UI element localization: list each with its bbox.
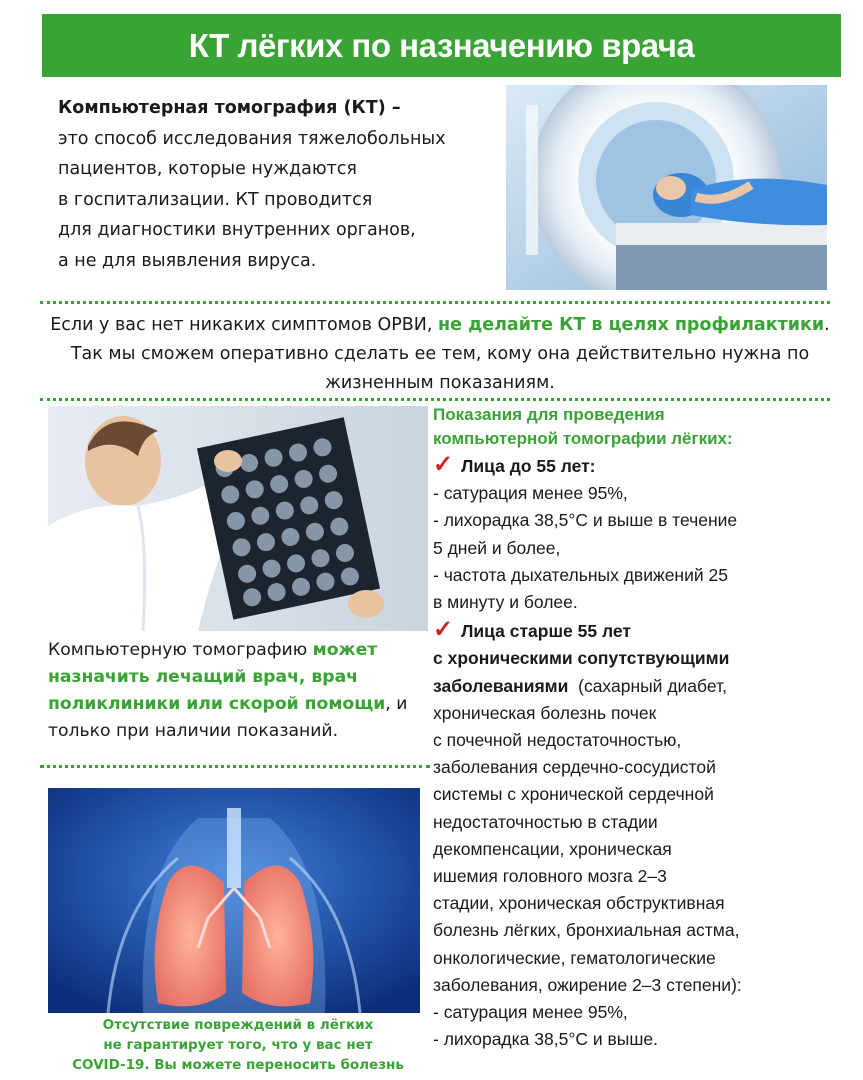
divider: [40, 398, 830, 401]
indication-item: - лихорадка 38,5°С и выше в течение: [433, 510, 738, 531]
page-title: КТ лёгких по назначению врача: [42, 14, 841, 77]
lungs-drawing: [48, 788, 420, 1013]
indications-title: компьютерной томографии лёгких:: [433, 429, 733, 448]
notice-part1: Если у вас нет никаких симптомов ОРВИ,: [50, 315, 439, 335]
group2-heading: Лица старше 55 лет: [461, 621, 631, 642]
checkmark-icon: ✓: [433, 451, 454, 478]
intro-line: в госпитализации. КТ проводится: [58, 189, 373, 210]
notice-highlight: не делайте КТ в целях профилактики: [438, 315, 825, 335]
intro-lead: Компьютерная томография (КТ): [58, 98, 386, 118]
indication-item: - сатурация менее 95%,: [433, 483, 628, 504]
intro-line: это способ исследования тяжелобольных: [58, 128, 446, 149]
indication-line: хроническая болезнь почек: [433, 702, 657, 723]
caption-text: [48, 637, 428, 745]
group2-desc-first: (сахарный диабет,: [568, 675, 727, 696]
doctor-illustration: [48, 406, 428, 631]
intro-line: а не для выявления вируса.: [58, 250, 317, 271]
intro-line: пациентов, которые нуждаются: [58, 159, 357, 179]
group1-heading: Лица до 55 лет:: [461, 456, 596, 476]
indication-line: онкологические, гематологические: [433, 947, 716, 968]
doctor-photo: [48, 406, 428, 631]
indication-line: заболевания сердечно-сосудистой: [433, 757, 716, 778]
indication-item: 5 дней и более,: [433, 537, 561, 558]
indication-line: недостаточностью в стадии: [433, 811, 658, 832]
ct-scanner-illustration: [506, 85, 827, 290]
indications-title: Показания для проведения: [433, 405, 665, 424]
intro-text: [58, 93, 503, 276]
indication-item: - частота дыхательных движений 25: [433, 564, 728, 585]
caption-part1: Компьютерную томографию: [48, 640, 313, 660]
indication-line: с почечной недостаточностью,: [433, 730, 682, 751]
lung-caption-line: COVID-19. Вы можете переносить болезнь: [72, 1057, 404, 1073]
indication-item: в минуту и более.: [433, 592, 578, 613]
indication-line: - сатурация менее 95%,: [433, 1002, 628, 1023]
intro-line: для диагностики внутренних органов,: [58, 220, 416, 240]
notice-part2: . Так мы сможем оперативно сделать ее тем, кому она действительно нужна по жизненным показаниям.: [70, 315, 830, 393]
lung-caption: [48, 1015, 428, 1075]
ct-scanner-photo: [506, 85, 827, 290]
group2-heading: с хроническими сопутствующими: [433, 648, 730, 669]
indication-line: системы с хронической сердечной: [433, 784, 714, 805]
indications-section: [433, 403, 853, 1053]
divider: [40, 765, 430, 768]
lung-caption-line: не гарантирует того, что у вас нет: [103, 1037, 373, 1053]
caption-highlight: может назначить лечащий врач, врач поликлиники или скорой помощи: [48, 640, 386, 714]
indication-line: стадии, хроническая обструктивная: [433, 893, 725, 914]
caption-part2: , и только при наличии показаний.: [48, 694, 408, 741]
indication-line: декомпенсации, хроническая: [433, 838, 672, 859]
notice-text: [50, 311, 830, 398]
intro-dash: –: [385, 98, 401, 118]
group2-heading: заболеваниями: [433, 675, 569, 696]
checkmark-icon: ✓: [433, 616, 454, 644]
indication-line: болезнь лёгких, бронхиальная астма,: [433, 920, 740, 941]
lung-caption-line: Отсутствие повреждений в лёгких: [102, 1017, 374, 1033]
indication-line: заболевания, ожирение 2–3 степени):: [433, 974, 742, 995]
indication-line: ишемия головного мозга 2–3: [433, 866, 667, 887]
divider: [40, 301, 830, 304]
lungs-illustration: [48, 788, 420, 1013]
indication-line: - лихорадка 38,5°С и выше.: [433, 1029, 658, 1050]
